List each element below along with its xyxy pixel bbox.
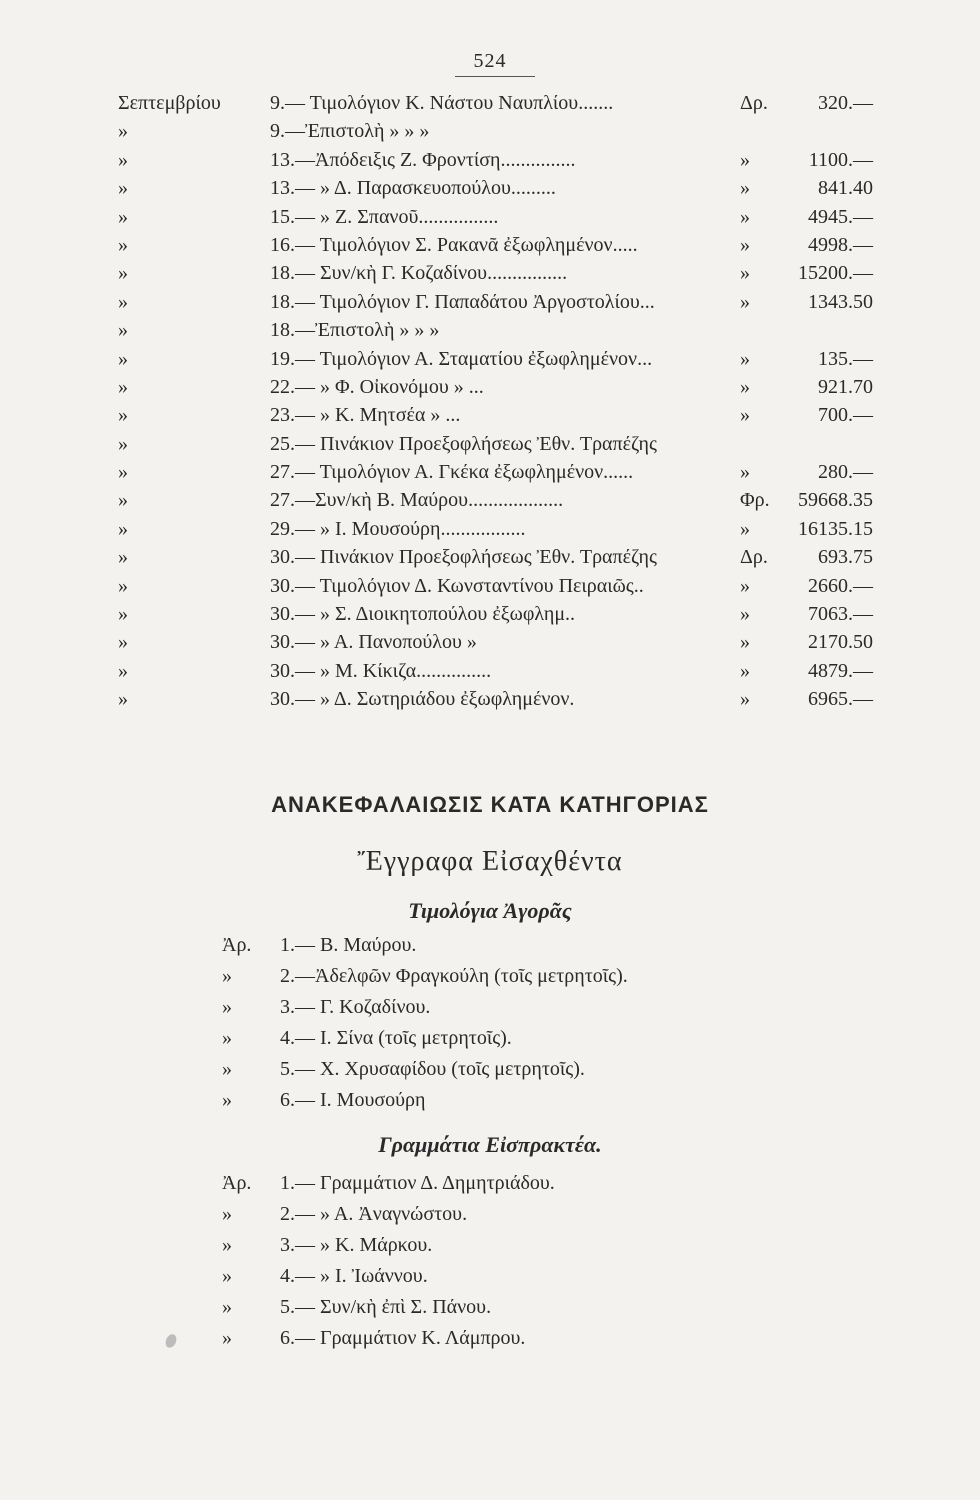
ledger-description: 30.— Τιμολόγιον Δ. Κωνσταντίνου Πειραιῶς.. (270, 574, 644, 597)
invoice-item-text: 6.— Ι. Μουσούρη (280, 1089, 426, 1111)
bill-item-text: 2.— » Α. Ἀναγνώστου. (280, 1203, 468, 1225)
invoice-item-mark: » (222, 1089, 232, 1111)
invoice-item (222, 965, 862, 996)
bill-item-mark: » (222, 1327, 232, 1349)
ledger-month: » (118, 546, 128, 569)
ledger-currency: Δρ. (740, 546, 768, 569)
ledger-currency: Δρ. (740, 92, 768, 114)
ledger-description: 25.— Πινάκιον Προεξοφλήσεως Ἐθν. Τραπέζης (270, 432, 657, 455)
invoice-item (222, 934, 862, 965)
ledger-month: » (118, 432, 128, 455)
ledger-currency: » (740, 603, 750, 626)
bill-item-mark: Ἀρ. (222, 1172, 252, 1194)
ledger-amount: 2170.50 (808, 631, 873, 654)
ledger-month: Σεπτεμβρίου (118, 92, 221, 114)
ledger-month: » (118, 404, 128, 427)
ledger-row (118, 461, 873, 489)
ledger-currency: » (740, 517, 750, 540)
invoice-item-text: 5.— Χ. Χρυσαφίδου (τοῖς μετρητοῖς). (280, 1058, 585, 1080)
bill-item (222, 1172, 862, 1203)
ledger-currency: » (740, 574, 750, 597)
invoice-item-mark: » (222, 996, 232, 1018)
ledger-amount: 16135.15 (798, 517, 873, 540)
ledger-row (118, 92, 873, 120)
bill-item-mark: » (222, 1234, 232, 1256)
ledger-row (118, 575, 873, 603)
ledger-description: 29.— » Ι. Μουσούρη................. (270, 517, 526, 540)
bill-item (222, 1203, 862, 1234)
ledger-amount: 1343.50 (808, 290, 873, 313)
ledger-row (118, 546, 873, 574)
ledger-row (118, 262, 873, 290)
ledger-amount: 700.— (818, 404, 873, 427)
ledger-month: » (118, 574, 128, 597)
ledger-month: » (118, 262, 128, 285)
ledger-row (118, 319, 873, 347)
ledger-month: » (118, 205, 128, 228)
invoice-item-text: 1.— Β. Μαύρου. (280, 934, 417, 956)
ledger-amount: 15200.— (798, 262, 873, 285)
ledger-row (118, 234, 873, 262)
ledger-description: 18.—Ἐπιστολὴ » » » (270, 319, 440, 342)
ledger-month: » (118, 631, 128, 654)
bill-item (222, 1265, 862, 1296)
ledger-amount: 2660.— (808, 574, 873, 597)
page-number: 524 (473, 50, 507, 72)
bill-item-mark: » (222, 1265, 232, 1287)
ledger-currency: » (740, 631, 750, 654)
ledger-month: » (118, 489, 128, 512)
ledger-row (118, 433, 873, 461)
ledger-currency: » (740, 290, 750, 313)
ledger-description: 9.—Ἐπιστολὴ » » » (270, 120, 430, 143)
ledger-month: » (118, 319, 128, 342)
invoices-title: Τιμολόγια Ἀγορᾶς (408, 898, 572, 923)
ledger-description: 30.— Πινάκιον Προεξοφλήσεως Ἐθν. Τραπέζης (270, 546, 657, 569)
invoice-item (222, 1058, 862, 1089)
ledger-amount: 4998.— (808, 233, 873, 256)
ledger-row (118, 603, 873, 631)
invoice-item-text: 3.— Γ. Κοζαδίνου. (280, 996, 431, 1018)
ledger-currency: » (740, 177, 750, 200)
ledger-description: 30.— » Δ. Σωτηριάδου ἐξωφλημένον. (270, 688, 575, 711)
ledger-month: » (118, 290, 128, 313)
ledger-currency: » (740, 659, 750, 682)
ledger-amount: 1100.— (808, 148, 873, 171)
ledger-month: » (118, 603, 128, 626)
bill-item-mark: » (222, 1296, 232, 1318)
ledger-row (118, 120, 873, 148)
ledger-description: 9.— Τιμολόγιον Κ. Νάστου Ναυπλίου....... (270, 92, 614, 114)
ledger-currency: » (740, 148, 750, 171)
invoice-item-mark: » (222, 965, 232, 987)
bill-item-mark: » (222, 1203, 232, 1225)
ledger-month: » (118, 347, 128, 370)
ledger-amount: 320.— (818, 92, 873, 114)
invoice-item-text: 4.— Ι. Σίνα (τοῖς μετρητοῖς). (280, 1027, 512, 1049)
ledger-month: » (118, 688, 128, 711)
bill-item (222, 1296, 862, 1327)
invoice-item (222, 996, 862, 1027)
ledger-description: 13.—Ἀπόδειξις Ζ. Φροντίση............... (270, 148, 576, 171)
ledger-currency: » (740, 688, 750, 711)
ledger-amount: 135.— (818, 347, 873, 370)
ledger-amount: 7063.— (808, 603, 873, 626)
ledger-row (118, 177, 873, 205)
ledger-currency: » (740, 375, 750, 398)
bill-item (222, 1327, 862, 1358)
ledger-currency: » (740, 347, 750, 370)
bill-item-text: 1.— Γραμμάτιον Δ. Δημητριάδου. (280, 1172, 555, 1194)
ledger-month: » (118, 461, 128, 484)
ledger-description: 15.— » Ζ. Σπανοῦ................ (270, 205, 499, 228)
invoice-item-mark: » (222, 1027, 232, 1049)
summary-title: ΑΝΑΚΕΦΑΛΑΙΩΣΙΣ ΚΑΤΑ ΚΑΤΗΓΟΡΙΑΣ (271, 792, 709, 817)
ledger-amount: 921.70 (818, 375, 873, 398)
invoices-list (222, 934, 862, 1120)
ledger-description: 19.— Τιμολόγιον Α. Σταματίου ἐξωφλημένον... (270, 347, 653, 370)
ledger-row (118, 518, 873, 546)
ledger-description: 18.— Τιμολόγιον Γ. Παπαδάτου Ἀργοστολίου... (270, 290, 655, 313)
ledger-currency: » (740, 461, 750, 484)
ledger-row (118, 376, 873, 404)
ledger-row (118, 348, 873, 376)
invoice-item-mark: Ἀρ. (222, 934, 252, 956)
ledger-amount: 6965.— (808, 688, 873, 711)
bill-item-text: 3.— » Κ. Μάρκου. (280, 1234, 433, 1256)
ledger-description: 22.— » Φ. Οἰκονόμου » ... (270, 375, 484, 398)
ink-smudge (164, 1333, 179, 1350)
ledger-row (118, 688, 873, 716)
ledger-month: » (118, 517, 128, 540)
ledger-row (118, 404, 873, 432)
ledger-amount: 4945.— (808, 205, 873, 228)
ledger-description: 30.— » Α. Πανοπούλου » (270, 631, 477, 654)
ledger-currency: » (740, 233, 750, 256)
ledger-amount: 59668.35 (798, 489, 873, 512)
ledger-row (118, 291, 873, 319)
ledger-description: 27.— Τιμολόγιον Α. Γκέκα ἐξωφλημένον...... (270, 461, 634, 484)
ledger-row (118, 631, 873, 659)
page-number-rule (455, 76, 535, 77)
ledger-description: 23.— » Κ. Μητσέα » ... (270, 404, 461, 427)
ledger-currency: » (740, 205, 750, 228)
bill-item-text: 4.— » Ι. Ἰωάννου. (280, 1265, 428, 1287)
documents-title: Ἔγγραφα Εἰσαχθέντα (357, 846, 623, 877)
invoice-item-text: 2.—Ἀδελφῶν Φραγκούλη (τοῖς μετρητοῖς). (280, 965, 628, 987)
ledger-row (118, 660, 873, 688)
ledger-description: 30.— » Σ. Διοικητοπούλου ἐξωφλημ.. (270, 603, 576, 626)
ledger-amount: 280.— (818, 461, 873, 484)
ledger-row (118, 149, 873, 177)
ledger-row (118, 206, 873, 234)
ledger-description: 13.— » Δ. Παρασκευοπούλου......... (270, 177, 556, 200)
ledger (118, 92, 873, 717)
ledger-currency: » (740, 262, 750, 285)
bill-item (222, 1234, 862, 1265)
ledger-month: » (118, 177, 128, 200)
ledger-amount: 4879.— (808, 659, 873, 682)
bills-list (222, 1172, 862, 1358)
ledger-description: 27.—Συν/κὴ Β. Μαύρου................... (270, 489, 564, 512)
ledger-month: » (118, 375, 128, 398)
ledger-month: » (118, 120, 128, 143)
ledger-month: » (118, 233, 128, 256)
ledger-currency: Φρ. (740, 489, 770, 512)
ledger-amount: 841.40 (818, 177, 873, 200)
ledger-description: 16.— Τιμολόγιον Σ. Ρακανᾶ ἐξωφλημένον..... (270, 233, 638, 256)
ledger-description: 30.— » Μ. Κίκιζα............... (270, 659, 492, 682)
bills-title: Γραμμάτια Εἰσπρακτέα. (378, 1132, 602, 1157)
bill-item-text: 6.— Γραμμάτιον Κ. Λάμπρου. (280, 1327, 526, 1349)
invoice-item-mark: » (222, 1058, 232, 1080)
ledger-description: 18.— Συν/κὴ Γ. Κοζαδίνου................ (270, 262, 568, 285)
bill-item-text: 5.— Συν/κὴ ἐπὶ Σ. Πάνου. (280, 1296, 492, 1318)
ledger-currency: » (740, 404, 750, 427)
ledger-month: » (118, 659, 128, 682)
invoice-item (222, 1089, 862, 1120)
ledger-row (118, 489, 873, 517)
invoice-item (222, 1027, 862, 1058)
ledger-amount: 693.75 (818, 546, 873, 569)
ledger-month: » (118, 148, 128, 171)
